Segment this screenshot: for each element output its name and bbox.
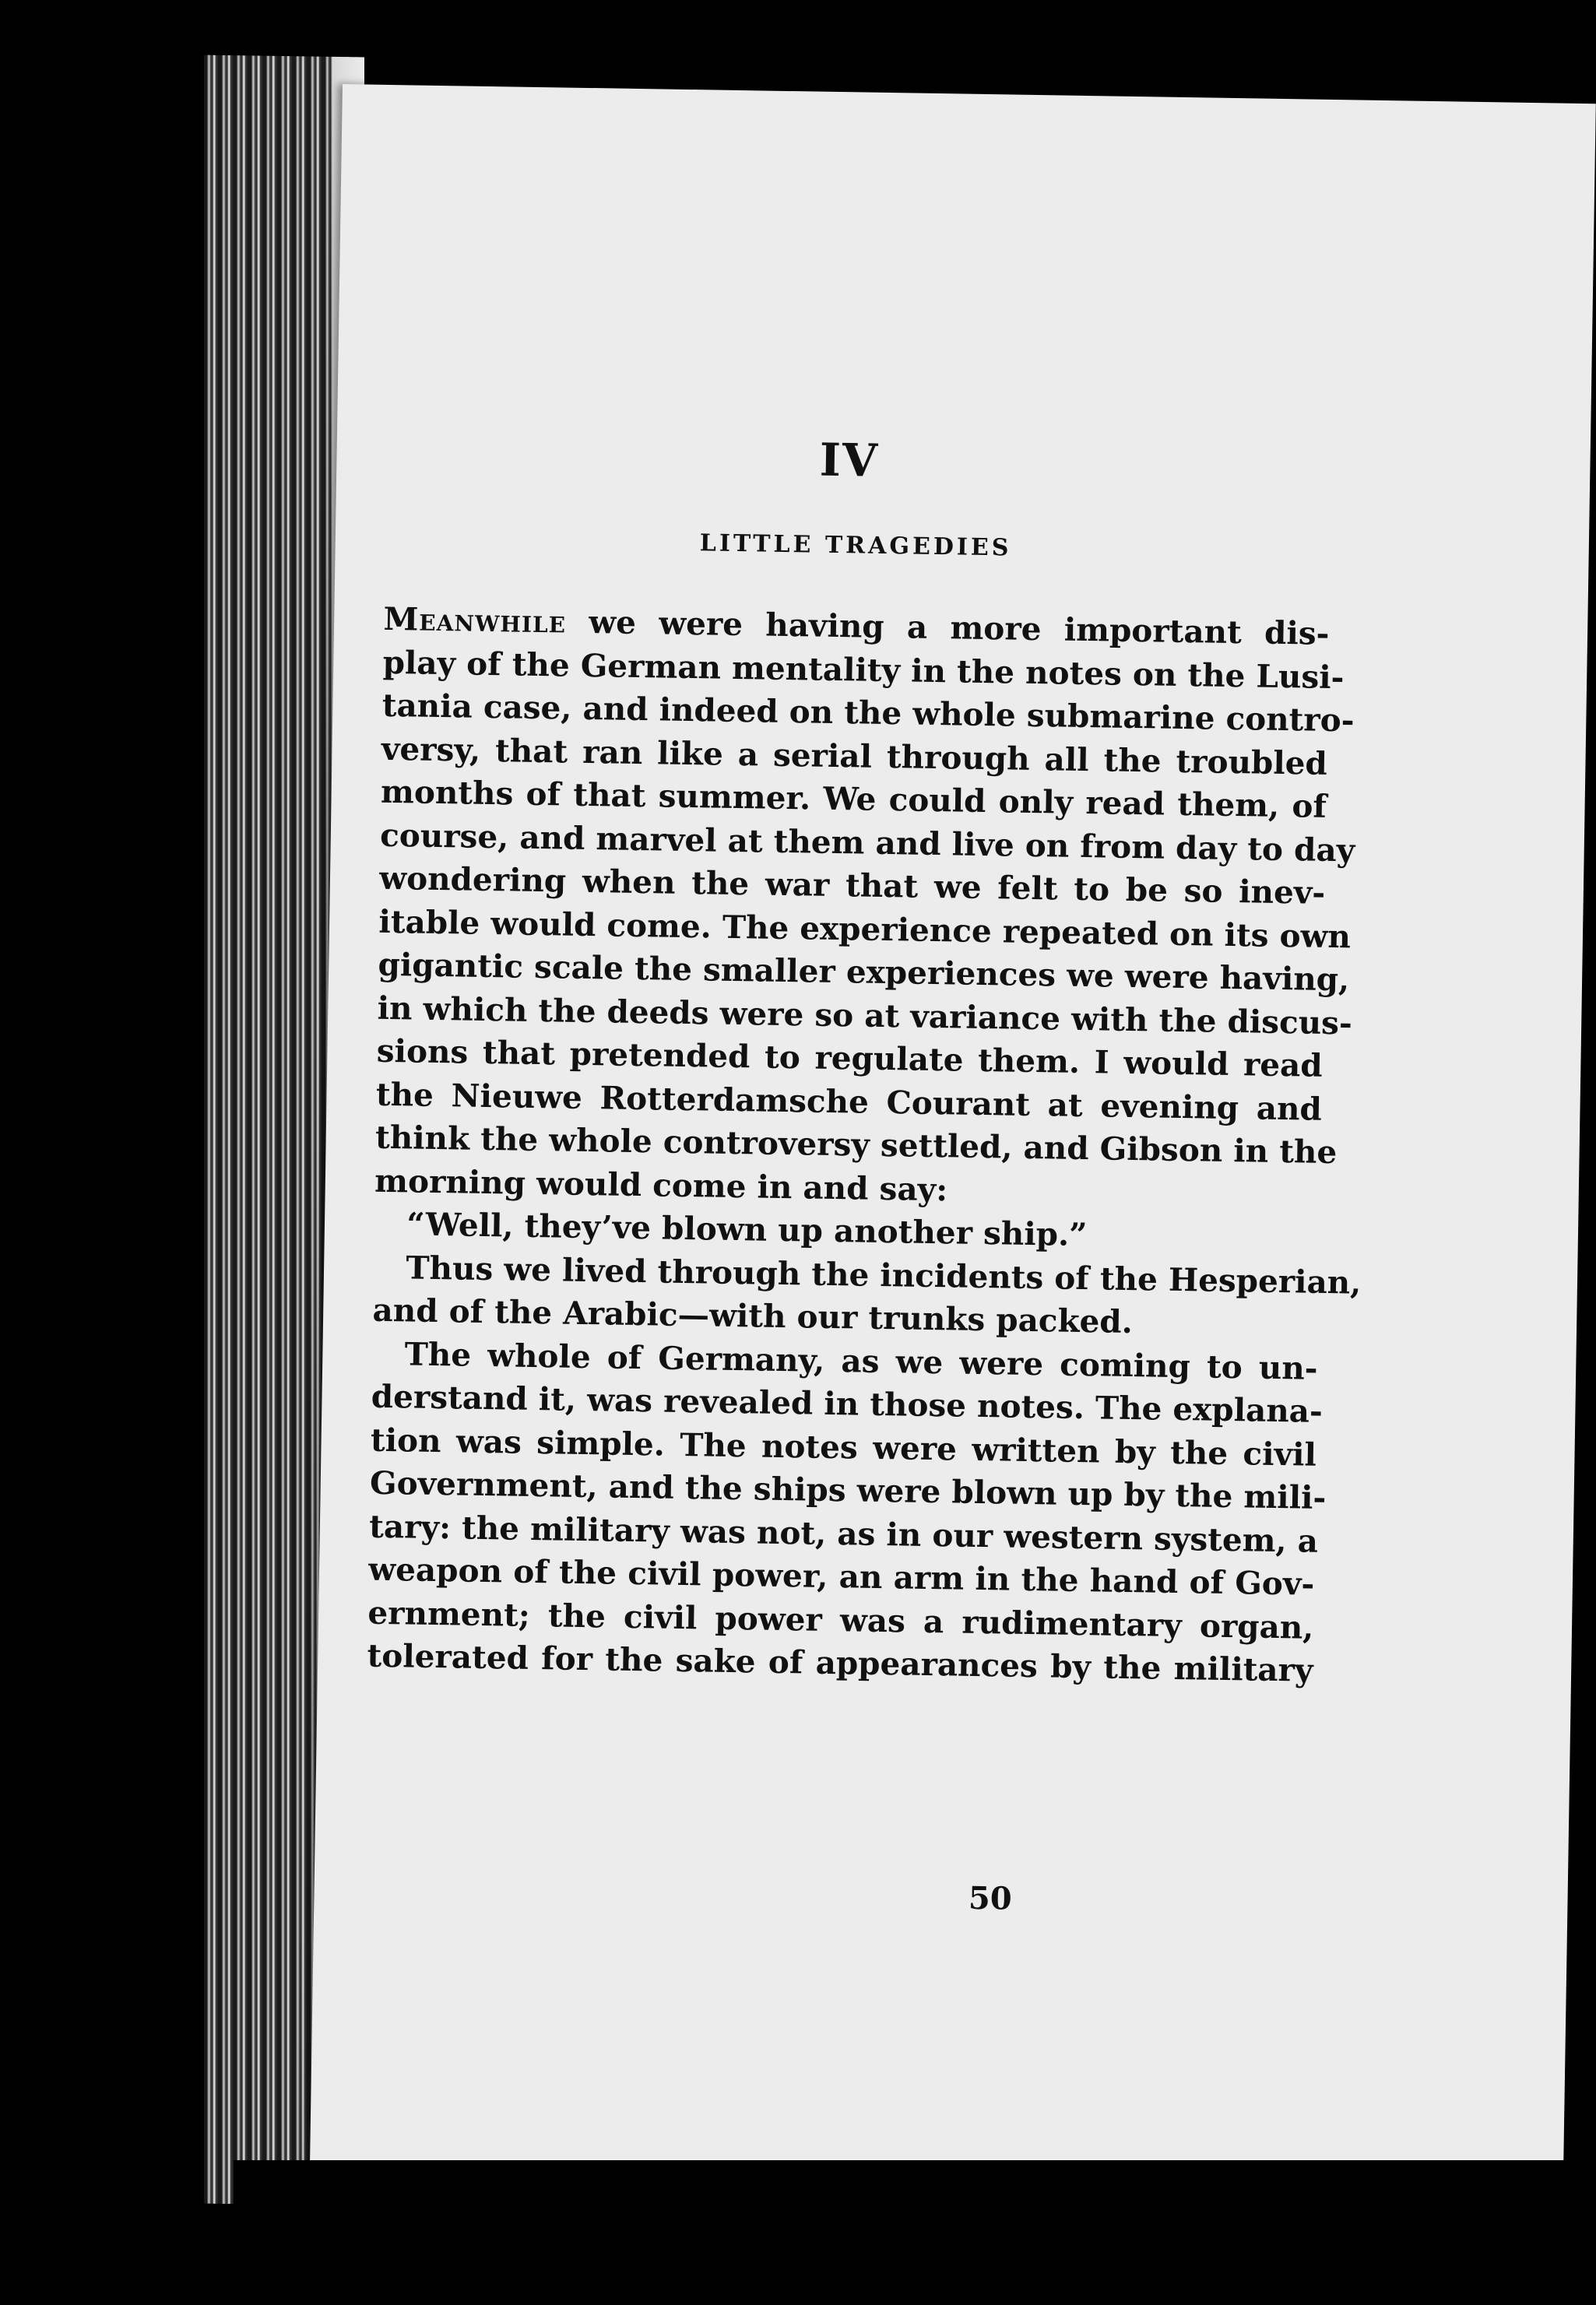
drop-lead-word: Meanwhile — [383, 599, 567, 641]
chapter-title: LITTLE TRAGEDIES — [699, 529, 1012, 562]
paragraph-line: sions that pretended to regulate them. I would read — [376, 1031, 1324, 1084]
paragraph-line: ernment; the civil power was a rudimentary organ, — [367, 1593, 1314, 1646]
paragraph-line: tary: the military was not, as in our western system, a — [368, 1507, 1319, 1560]
paragraph-line: course, and marvel at them and live on from day to day — [379, 816, 1355, 869]
paragraph-line: tania case, and indeed on the whole submarine contro- — [381, 686, 1355, 740]
paragraph-line: tion was simple. The notes were written by the civil — [370, 1421, 1317, 1474]
paragraph-line: wondering when the war that we felt to be so inev- — [378, 859, 1326, 912]
paragraph-line: and of the Arabic—with our trunks packed. — [372, 1291, 1134, 1341]
paragraph-line: the Nieuwe Rotterdamsche Courant at evening and — [375, 1075, 1323, 1128]
paragraph-line: Meanwhile we were having a more important dis- — [383, 599, 1330, 652]
paragraph-line: itable would come. The experience repeated on its own — [378, 902, 1352, 955]
paragraph-line: months of that summer. We could only read them, of — [380, 772, 1327, 825]
paragraph-line: weapon of the civil power, an arm in the hand of Gov- — [368, 1550, 1315, 1603]
paragraph-line: Government, and the ships were blown up by the mili- — [369, 1463, 1327, 1516]
paragraph-line: play of the German mentality in the notes on the Lusi- — [382, 643, 1345, 696]
paragraph-line: in which the deeds were so at variance with the discus- — [377, 989, 1353, 1042]
paragraph-line: Thus we lived through the incidents of the Hesperian, — [406, 1248, 1362, 1302]
page-number: 50 — [968, 1879, 1013, 1917]
paragraph-line: versy, that ran like a serial through all the troubled — [381, 729, 1328, 782]
paragraph-line: tolerated for the sake of appearances by the military — [367, 1636, 1313, 1689]
paragraph-line: think the whole controversy settled, and Gibson in the — [374, 1118, 1338, 1172]
paragraph-line: morning would come in and say: — [374, 1161, 948, 1208]
body-text — [367, 598, 1362, 1692]
paragraph-line: gigantic scale the smaller experiences we were having, — [378, 945, 1350, 999]
paragraph-line: The whole of Germany, as we were coming to un- — [404, 1334, 1318, 1387]
paragraph-line: derstand it, was revealed in those notes. The explana- — [371, 1377, 1324, 1430]
quote-line: “Well, they’ve blown up another ship.” — [406, 1205, 1088, 1254]
chapter-number: IV — [819, 433, 880, 487]
